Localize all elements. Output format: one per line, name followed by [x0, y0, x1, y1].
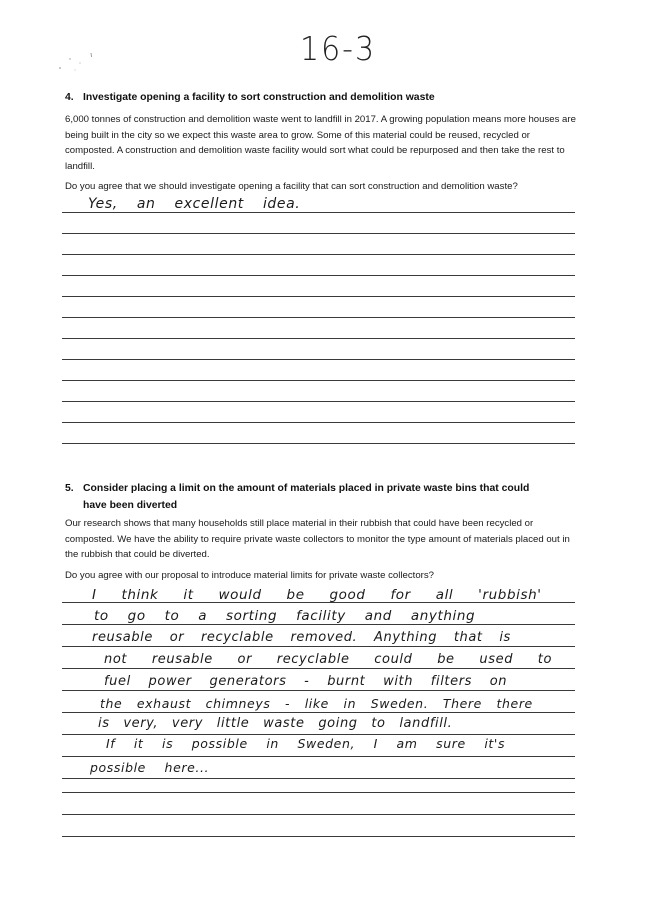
section-5-answer-line-7: is very, very little waste going to landfill. — [98, 716, 453, 731]
section-5-answer-line-5: fuel power generators - burnt with filters on — [104, 674, 508, 689]
handwritten-page-number: 16-3 — [300, 30, 377, 69]
scan-specks — [58, 48, 108, 78]
section-4-heading — [65, 92, 435, 103]
section-4-title: Investigate opening a facility to sort construction and demolition waste — [83, 92, 435, 103]
section-5-answer-line-9: possible here... — [90, 760, 210, 775]
section-4-answer-line-1: Yes, an excellent idea. — [88, 196, 301, 212]
section-4-number: 4. — [65, 92, 74, 103]
section-5-answer-line-1: I think it would be good for all 'rubbish' — [92, 587, 542, 603]
section-5-answer-line-6: the exhaust chimneys - like in Sweden. There there — [100, 696, 533, 711]
section-4-question: Do you agree that we should investigate opening a facility that can sort construction and demolition waste? — [65, 181, 518, 192]
section-5-title: Consider placing a limit on the amount of materials placed in private waste bins that could have been diverted — [83, 483, 530, 511]
section-4-body: 6,000 tonnes of construction and demolition waste went to landfill in 2017. A growing population means more houses are being built in the city so we expect this waste area to grow. Some of this material could be reused, recycled or composted. A construction and demolition waste facility would sort what could be repurposed and then take the rest to landfill. — [65, 114, 576, 172]
section-5-answer-line-3: reusable or recyclable removed. Anything that is — [92, 630, 511, 645]
section-5-answer-line-2: to go to a sorting facility and anything — [94, 608, 476, 624]
section-5-body: Our research shows that many households still place material in their rubbish that could have been recycled or composted. We have the ability to require private waste collectors to monitor the type amount of materials placed out in the rubbish that could be diverted. — [65, 518, 570, 560]
section-5-heading — [65, 480, 545, 514]
section-5-answer-line-4: not reusable or recyclable could be used to — [104, 652, 553, 667]
section-5-answer-line-8: If it is possible in Sweden, I am sure it's — [106, 736, 506, 751]
section-5-number: 5. — [65, 483, 74, 494]
section-5-question: Do you agree with our proposal to introduce material limits for private waste collectors? — [65, 570, 434, 581]
